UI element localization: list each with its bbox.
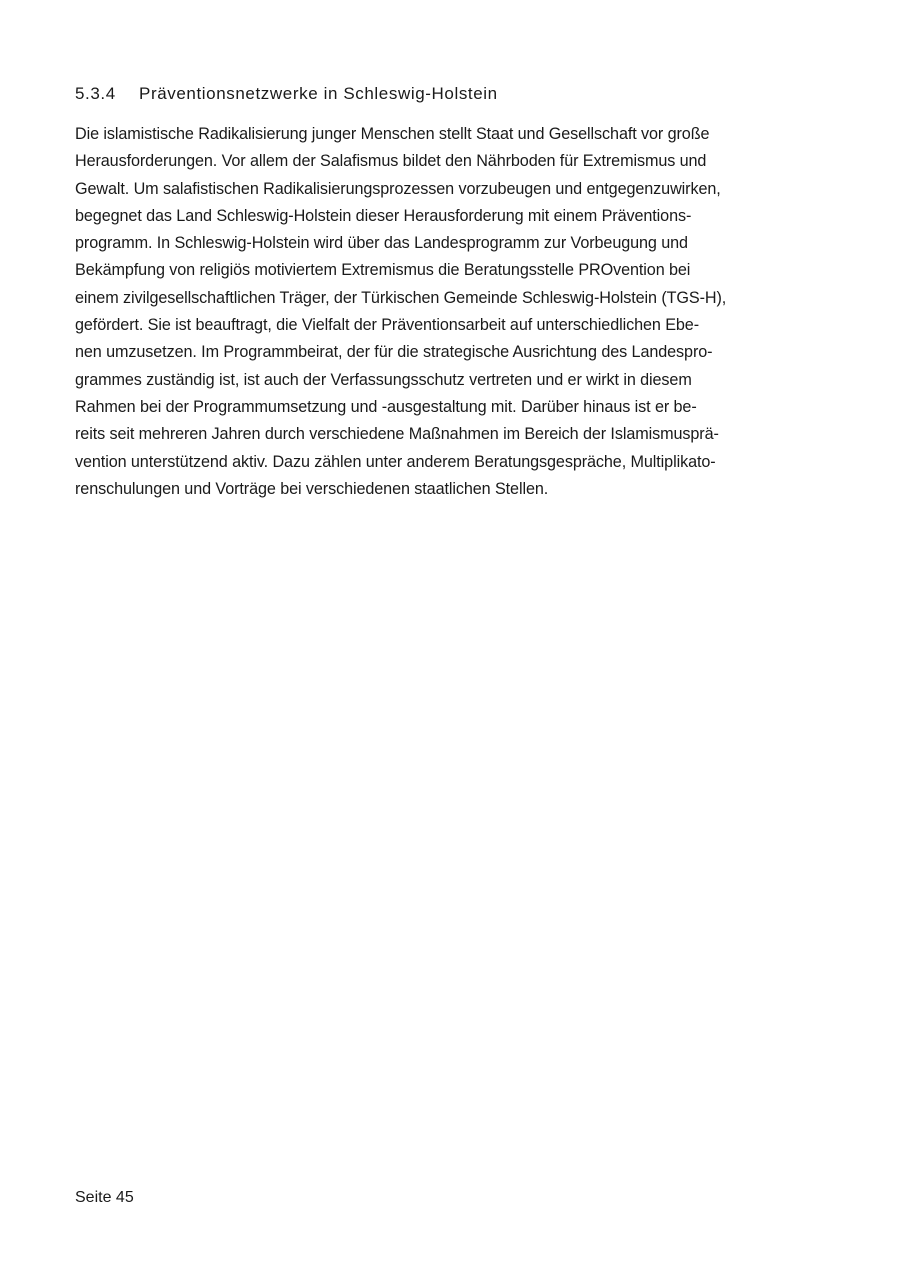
paragraph-line: renschulungen und Vorträge bei verschiedenen staatlichen Stellen. bbox=[75, 479, 549, 498]
paragraph-line: reits seit mehreren Jahren durch verschiedene Maßnahmen im Bereich der Islamismusprä- bbox=[75, 425, 719, 444]
section-title: Präventionsnetzwerke in Schleswig-Holstein bbox=[139, 84, 498, 103]
paragraph-line: einem zivilgesellschaftlichen Träger, der Türkischen Gemeinde Schleswig-Holstein (TGS-H), bbox=[75, 288, 727, 307]
paragraph-line: Rahmen bei der Programmumsetzung und -ausgestaltung mit. Darüber hinaus ist er be- bbox=[75, 397, 697, 416]
paragraph-line: Herausforderungen. Vor allem der Salafismus bildet den Nährboden für Extremismus und bbox=[75, 152, 707, 171]
paragraph-line: gefördert. Sie ist beauftragt, die Vielfalt der Präventionsarbeit auf unterschiedlichen Ebe- bbox=[75, 316, 699, 335]
paragraph-line: Die islamistische Radikalisierung junger Menschen stellt Staat und Gesellschaft vor große bbox=[75, 125, 710, 143]
paragraph-line: Gewalt. Um salafistischen Radikalisierungsprozessen vorzubeugen und entgegenzuwirken, bbox=[75, 179, 721, 198]
section-number: 5.3.4 bbox=[75, 84, 116, 103]
page-number: Seite 45 bbox=[75, 1189, 134, 1206]
body-paragraph bbox=[75, 121, 835, 503]
paragraph-line: begegnet das Land Schleswig-Holstein dieser Herausforderung mit einem Präventions- bbox=[75, 206, 692, 225]
paragraph-line: Bekämpfung von religiös motiviertem Extremismus die Beratungsstelle PROvention bei bbox=[75, 261, 691, 280]
paragraph-line: grammes zuständig ist, ist auch der Verfassungsschutz vertreten und er wirkt in diesem bbox=[75, 370, 692, 389]
section-heading bbox=[75, 82, 835, 106]
paragraph-line: nen umzusetzen. Im Programmbeirat, der für die strategische Ausrichtung des Landespro- bbox=[75, 343, 713, 362]
paragraph-line: vention unterstützend aktiv. Dazu zählen unter anderem Beratungsgespräche, Multiplikato- bbox=[75, 452, 716, 471]
paragraph-line: programm. In Schleswig-Holstein wird über das Landesprogramm zur Vorbeugung und bbox=[75, 234, 688, 253]
